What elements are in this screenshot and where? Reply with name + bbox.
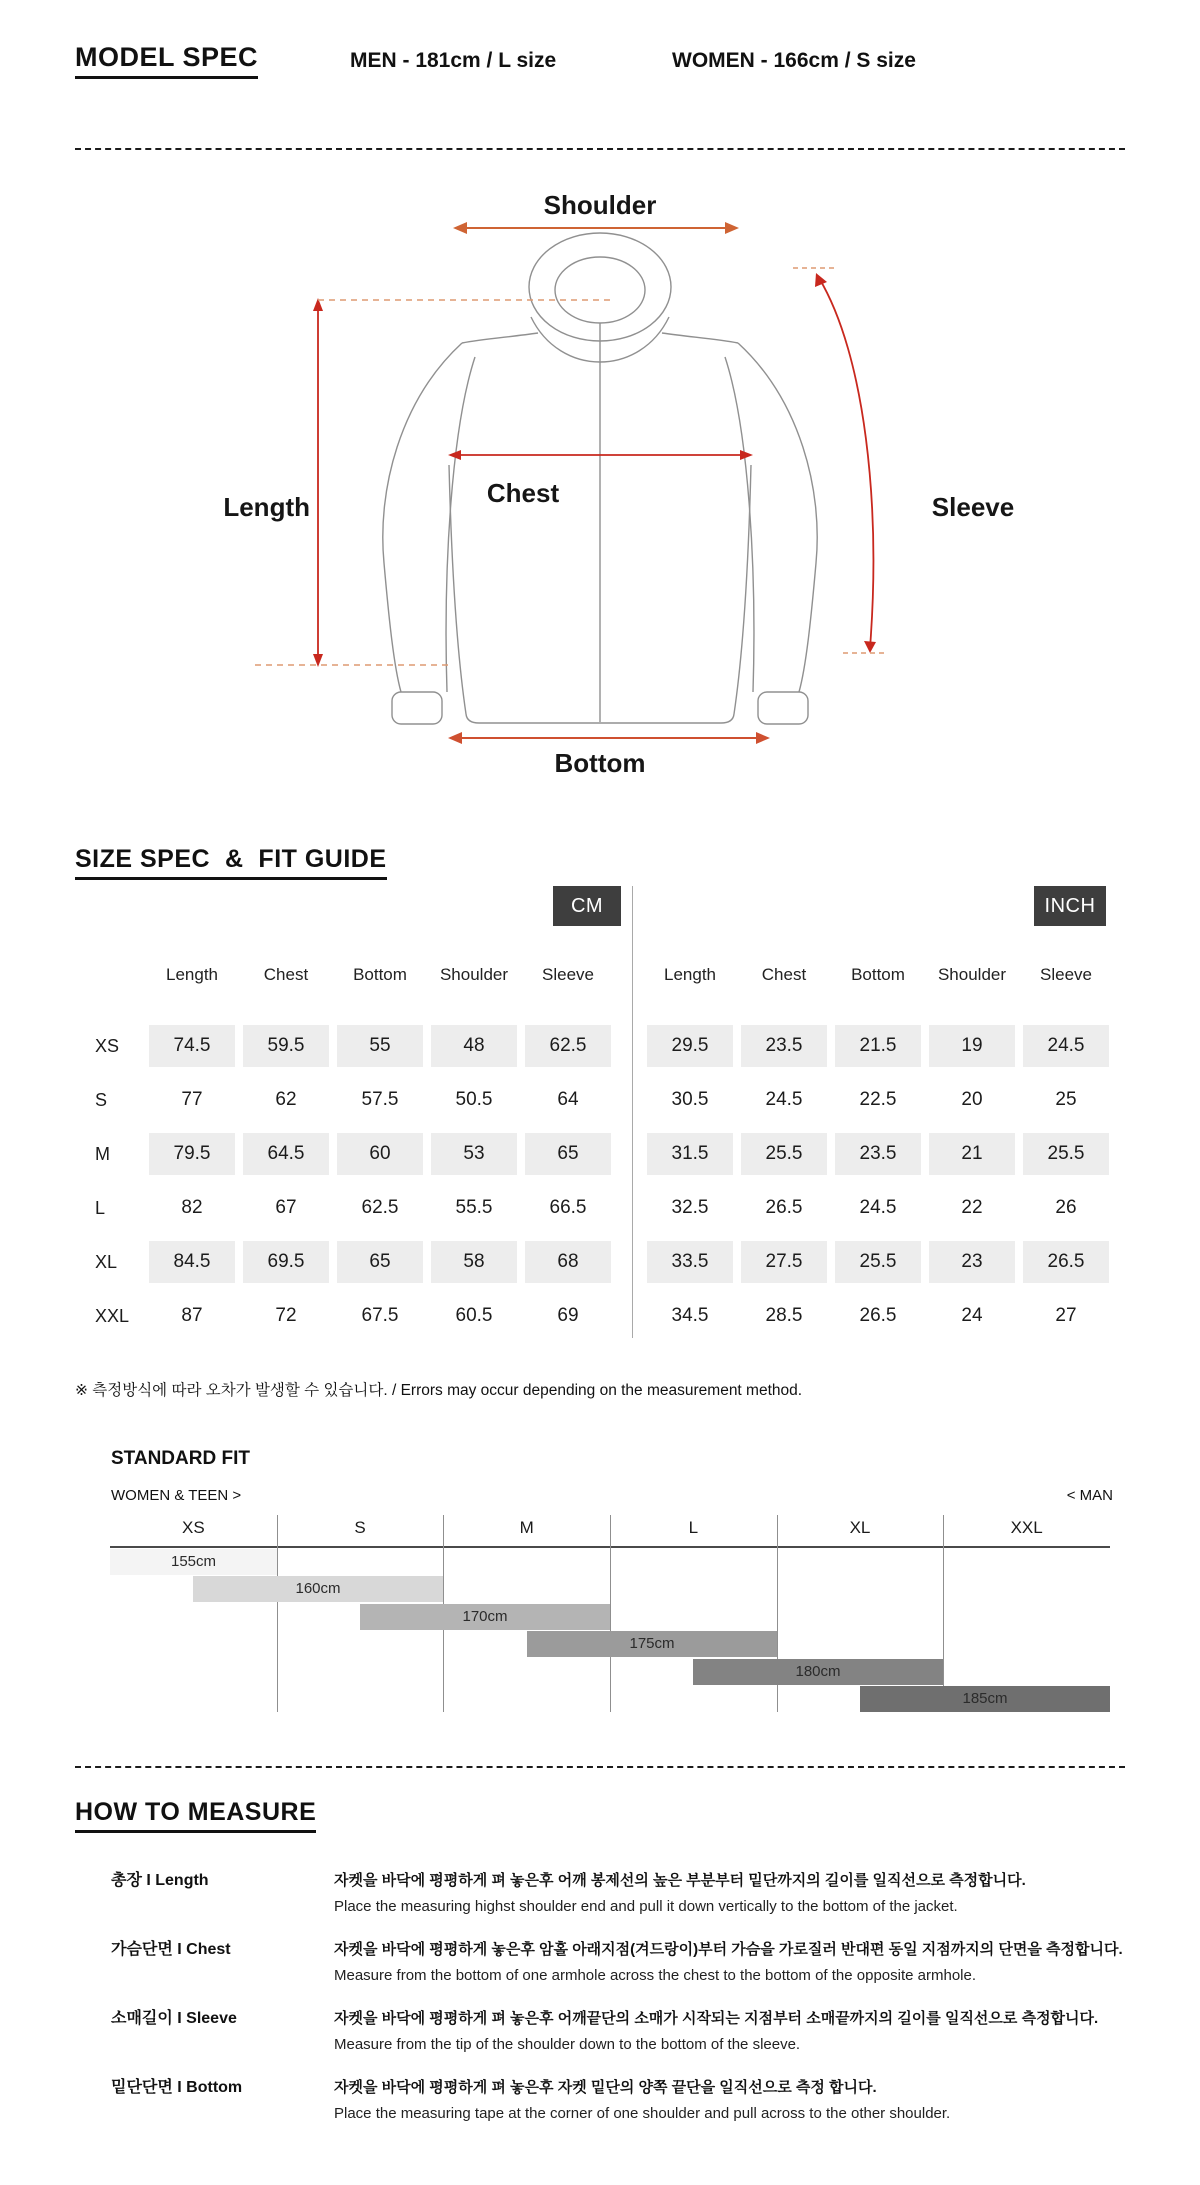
diagram-bottom-label: Bottom [554, 748, 646, 778]
table-row-L [643, 1187, 1113, 1229]
measure-item-1 [111, 1937, 1125, 1989]
size-value: 50.5 [455, 1089, 493, 1110]
column-header: Sleeve [1040, 965, 1092, 984]
table-row-S [643, 1079, 1113, 1121]
size-value: 69.5 [239, 1241, 333, 1283]
size-value: 23.5 [831, 1133, 925, 1175]
size-value: 64 [557, 1089, 579, 1110]
top-dashed-divider [75, 148, 1125, 150]
size-label: XXL [95, 1305, 130, 1326]
standard-fit-right-label: < MAN [1066, 1487, 1113, 1504]
measure-label: 소매길이 I Sleeve [111, 2010, 237, 2027]
table-row-S [75, 1079, 620, 1121]
size-value: 20 [961, 1089, 983, 1110]
size-value: 55 [333, 1025, 427, 1067]
table-row-XS [75, 1025, 620, 1067]
size-label: XL [95, 1251, 118, 1272]
table-row-XS [643, 1025, 1113, 1067]
size-value: 65 [333, 1241, 427, 1283]
size-value: 21 [925, 1133, 1019, 1175]
size-label: M [95, 1143, 110, 1164]
size-value: 34.5 [671, 1305, 709, 1326]
table-row-M [75, 1133, 620, 1175]
size-label: L [95, 1197, 106, 1218]
measure-item-3 [111, 2075, 1125, 2127]
size-value: 67.5 [361, 1305, 399, 1326]
model-spec-heading [75, 42, 258, 79]
fit-size-M: M [519, 1518, 534, 1537]
fit-bar-180cm: 180cm [693, 1659, 943, 1685]
size-spec-heading [75, 845, 387, 880]
size-value: 22.5 [859, 1089, 897, 1110]
size-value: 23 [925, 1241, 1019, 1283]
size-value: 27.5 [737, 1241, 831, 1283]
size-value: 23.5 [737, 1025, 831, 1067]
how-to-measure-title: HOW TO MEASURE [75, 1798, 316, 1833]
bottom-arrow [448, 732, 770, 744]
measurement-note: ※ 측정방식에 따라 오차가 발생할 수 있습니다. / Errors may occur depending on the measurement method. [75, 1382, 803, 1399]
measure-desc [334, 2075, 1125, 2127]
measure-label: 총장 I Length [111, 1872, 209, 1889]
size-value: 68 [521, 1241, 615, 1283]
fit-bar-175cm: 175cm [527, 1631, 777, 1657]
measure-desc-kr: 자켓을 바닥에 평평하게 펴 놓은후 어깨끝단의 소매가 시작되는 지점부터 소매끝까지의 길이를 일직선으로 측정합니다. [334, 2010, 1099, 2027]
fit-separator [943, 1515, 944, 1712]
measure-desc [334, 1937, 1125, 1989]
how-to-measure-heading [75, 1798, 316, 1833]
table-divider [632, 886, 633, 1338]
standard-fit-title: STANDARD FIT [111, 1448, 250, 1469]
size-value: 77 [181, 1089, 203, 1110]
size-table-cm [75, 955, 620, 1349]
shoulder-arrow [453, 222, 739, 234]
size-value: 25.5 [737, 1133, 831, 1175]
diagram-sleeve-label: Sleeve [931, 492, 1015, 522]
size-table-inch-rows [643, 1025, 1113, 1337]
size-value: 27 [1055, 1305, 1077, 1326]
size-value: 33.5 [643, 1241, 737, 1283]
size-value: 28.5 [765, 1305, 803, 1326]
size-value: 84.5 [145, 1241, 239, 1283]
size-value: 60.5 [455, 1305, 493, 1326]
measure-desc-en: Measure from the bottom of one armhole across the chest to the bottom of the opposite armhole. [334, 1967, 977, 1984]
column-header: Length [166, 965, 218, 984]
cm-badge: CM [553, 886, 621, 926]
size-value: 19 [925, 1025, 1019, 1067]
column-header: Shoulder [439, 965, 509, 984]
column-header: Bottom [353, 965, 407, 984]
size-value: 24.5 [765, 1089, 803, 1110]
size-table-cm-header [75, 955, 620, 995]
size-value: 25 [1055, 1089, 1077, 1110]
size-value: 66.5 [549, 1197, 587, 1218]
diagram-length-label: Length [223, 492, 310, 522]
model-spec-women: WOMEN - 166cm / S size [672, 49, 916, 72]
fit-size-S: S [354, 1518, 366, 1537]
measure-item-2 [111, 2006, 1125, 2058]
bottom-dashed-divider [75, 1766, 1125, 1768]
size-value: 55.5 [455, 1197, 493, 1218]
size-value: 82 [181, 1197, 203, 1218]
size-value: 60 [333, 1133, 427, 1175]
table-row-XL [75, 1241, 620, 1283]
size-table-cm-rows [75, 1025, 620, 1337]
standard-fit-chart [110, 1512, 1110, 1714]
measure-item-0 [111, 1868, 1125, 1920]
size-label: S [95, 1089, 108, 1110]
fit-size-XL: XL [849, 1518, 871, 1537]
diagram-shoulder-label: Shoulder [543, 190, 657, 220]
size-label: XS [95, 1035, 120, 1056]
size-value: 74.5 [145, 1025, 239, 1067]
size-value: 67 [275, 1197, 297, 1218]
fit-size-L: L [688, 1518, 699, 1537]
measure-label: 가슴단면 I Chest [111, 1941, 231, 1958]
size-value: 53 [427, 1133, 521, 1175]
model-spec-men: MEN - 181cm / L size [350, 49, 557, 72]
fit-bar-160cm: 160cm [193, 1576, 443, 1602]
size-value: 26 [1055, 1197, 1077, 1218]
column-header: Chest [761, 965, 807, 984]
table-row-XXL [75, 1295, 620, 1337]
measure-desc-en: Place the measuring tape at the corner of one shoulder and pull across to the other shoulder. [334, 2105, 951, 2122]
size-value: 65 [521, 1133, 615, 1175]
size-value: 72 [275, 1305, 297, 1326]
size-value: 69 [557, 1305, 579, 1326]
size-value: 64.5 [239, 1133, 333, 1175]
size-value: 62.5 [521, 1025, 615, 1067]
size-value: 79.5 [145, 1133, 239, 1175]
measure-list [111, 1868, 1125, 2144]
size-value: 24 [961, 1305, 983, 1326]
measure-desc-en: Measure from the tip of the shoulder down to the bottom of the sleeve. [334, 2036, 801, 2053]
table-row-XXL [643, 1295, 1113, 1337]
inch-badge: INCH [1034, 886, 1106, 926]
size-value: 62.5 [361, 1197, 399, 1218]
model-spec-title: MODEL SPEC [75, 42, 258, 79]
measure-desc-kr: 자켓을 바닥에 평평하게 펴 놓은후 자켓 밑단의 양쪽 끝단을 일직선으로 측정 합니다. [334, 2079, 877, 2096]
size-value: 22 [961, 1197, 983, 1218]
size-value: 48 [427, 1025, 521, 1067]
diagram-chest-label: Chest [486, 478, 560, 508]
measure-desc-kr: 자켓을 바닥에 평평하게 펴 놓은후 어깨 봉제선의 높은 부분부터 밑단까지의 길이를 일직선으로 측정합니다. [334, 1872, 1026, 1889]
fit-size-XXL: XXL [1010, 1518, 1043, 1537]
measure-desc [334, 1868, 1125, 1920]
table-row-M [643, 1133, 1113, 1175]
size-spec-title: SIZE SPEC & FIT GUIDE [75, 845, 387, 880]
size-value: 87 [181, 1305, 203, 1326]
fit-separator [277, 1515, 278, 1712]
size-value: 29.5 [643, 1025, 737, 1067]
column-header: Bottom [851, 965, 905, 984]
size-table-inch [643, 955, 1113, 1349]
measure-desc-kr: 자켓을 바닥에 평평하게 놓은후 암홀 아래지점(겨드랑이)부터 가슴을 가로질러 반대편 동일 지점까지의 단면을 측정합니다. [334, 1941, 1123, 1958]
size-value: 26.5 [859, 1305, 897, 1326]
standard-fit-left-label: WOMEN & TEEN > [111, 1487, 242, 1504]
size-value: 32.5 [671, 1197, 709, 1218]
column-header: Chest [263, 965, 309, 984]
column-header: Shoulder [937, 965, 1007, 984]
table-row-L [75, 1187, 620, 1229]
fit-bar-155cm: 155cm [110, 1549, 277, 1575]
size-value: 57.5 [361, 1089, 399, 1110]
size-value: 24.5 [1019, 1025, 1113, 1067]
measure-label: 밑단단면 I Bottom [111, 2079, 243, 2096]
fit-bar-185cm: 185cm [860, 1686, 1110, 1712]
size-value: 26.5 [765, 1197, 803, 1218]
size-value: 62 [275, 1089, 297, 1110]
size-value: 30.5 [671, 1089, 709, 1110]
column-header: Length [664, 965, 716, 984]
size-value: 26.5 [1019, 1241, 1113, 1283]
measure-desc-en: Place the measuring highst shoulder end and pull it down vertically to the bottom of the jacket. [334, 1898, 958, 1915]
fit-size-XS: XS [181, 1518, 205, 1537]
size-value: 59.5 [239, 1025, 333, 1067]
measure-desc [334, 2006, 1125, 2058]
fit-bar-170cm: 170cm [360, 1604, 610, 1630]
size-value: 31.5 [643, 1133, 737, 1175]
size-table-inch-header [643, 955, 1113, 995]
column-header: Sleeve [542, 965, 594, 984]
fit-separator [610, 1515, 611, 1712]
size-value: 24.5 [859, 1197, 897, 1218]
size-value: 21.5 [831, 1025, 925, 1067]
table-row-XL [643, 1241, 1113, 1283]
size-value: 58 [427, 1241, 521, 1283]
size-value: 25.5 [831, 1241, 925, 1283]
size-value: 25.5 [1019, 1133, 1113, 1175]
